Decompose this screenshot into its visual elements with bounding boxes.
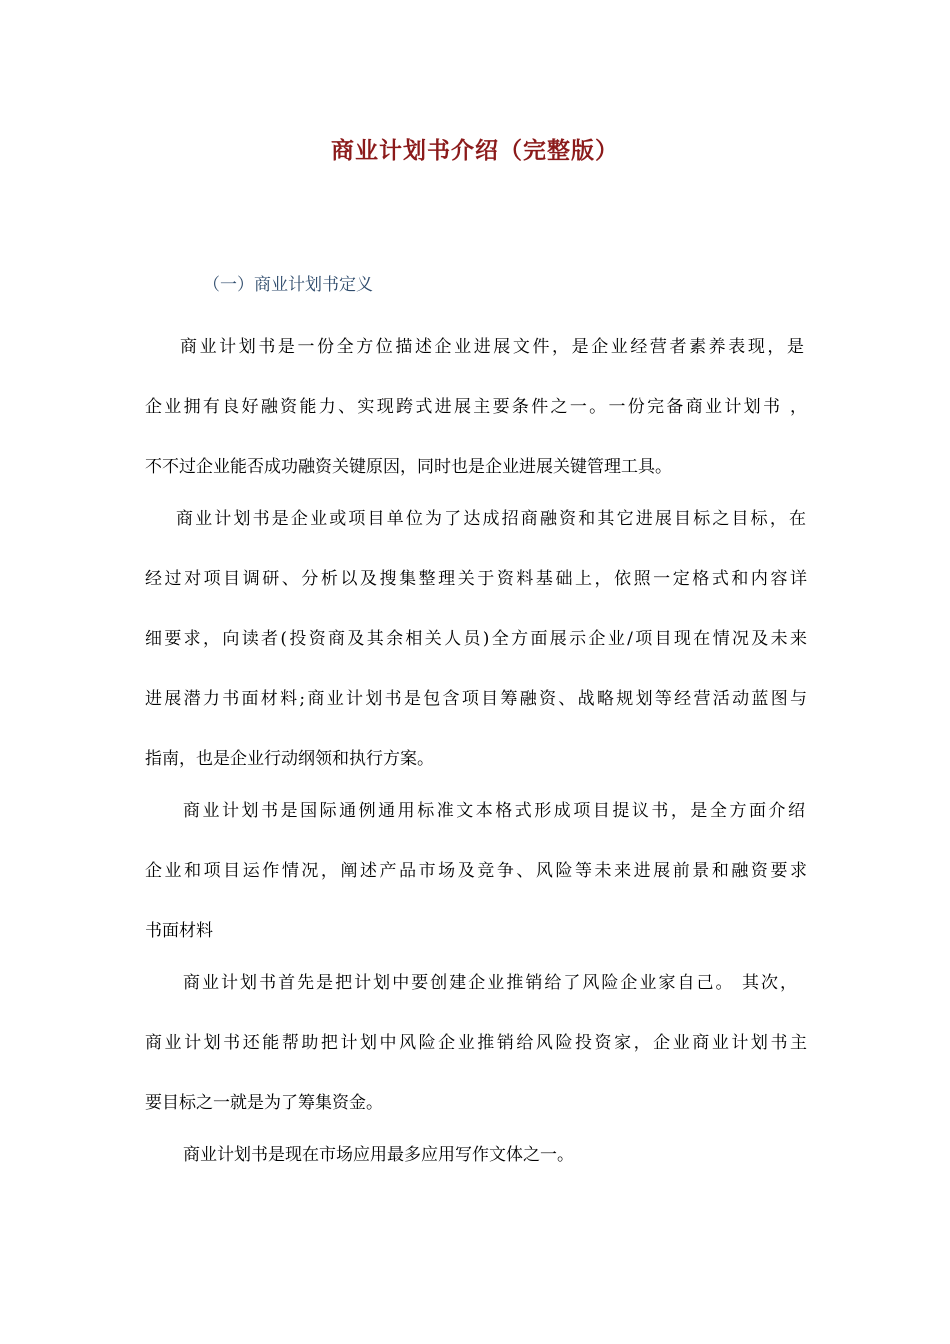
paragraph-line: 商业计划书是国际通例通用标准文本格式形成项目提议书，是全方面介绍 — [183, 801, 805, 821]
paragraph-line: 企业拥有良好融资能力、实现跨式进展主要条件之一。一份完备商业计划书 ， — [145, 397, 807, 417]
paragraph-line: 书面材料 — [145, 921, 213, 941]
paragraph-line: 细要求，向读者(投资商及其余相关人员)全方面展示企业/项目现在情况及未来 — [145, 629, 807, 649]
paragraph-line: 商业计划书还能帮助把计划中风险企业推销给风险投资家，企业商业计划书主 — [145, 1033, 807, 1053]
paragraph-line: 商业计划书首先是把计划中要创建企业推销给了风险企业家自己。 其次， — [183, 973, 797, 993]
paragraph-line: 进展潜力书面材料;商业计划书是包含项目筹融资、战略规划等经营活动蓝图与 — [145, 689, 807, 709]
paragraph-line: 商业计划书是现在市场应用最多应用写作文体之一。 — [183, 1145, 574, 1165]
paragraph-line: 要目标之一就是为了筹集资金。 — [145, 1093, 383, 1113]
paragraph-line: 企业和项目运作情况，阐述产品市场及竞争、风险等未来进展前景和融资要求 — [145, 861, 807, 881]
paragraph-line: 商业计划书是企业或项目单位为了达成招商融资和其它进展目标之目标，在 — [176, 509, 806, 529]
document-title: 商业计划书介绍（完整版） — [331, 137, 619, 164]
paragraph-line: 经过对项目调研、分析以及搜集整理关于资料基础上，依照一定格式和内容详 — [145, 569, 807, 589]
paragraph-line: 商业计划书是一份全方位描述企业进展文件，是企业经营者素养表现，是 — [180, 337, 804, 357]
paragraph-line: 指南，也是企业行动纲领和执行方案。 — [145, 749, 434, 769]
paragraph-line: 不不过企业能否成功融资关键原因，同时也是企业进展关键管理工具。 — [145, 457, 672, 477]
section-heading: （一）商业计划书定义 — [203, 275, 373, 295]
